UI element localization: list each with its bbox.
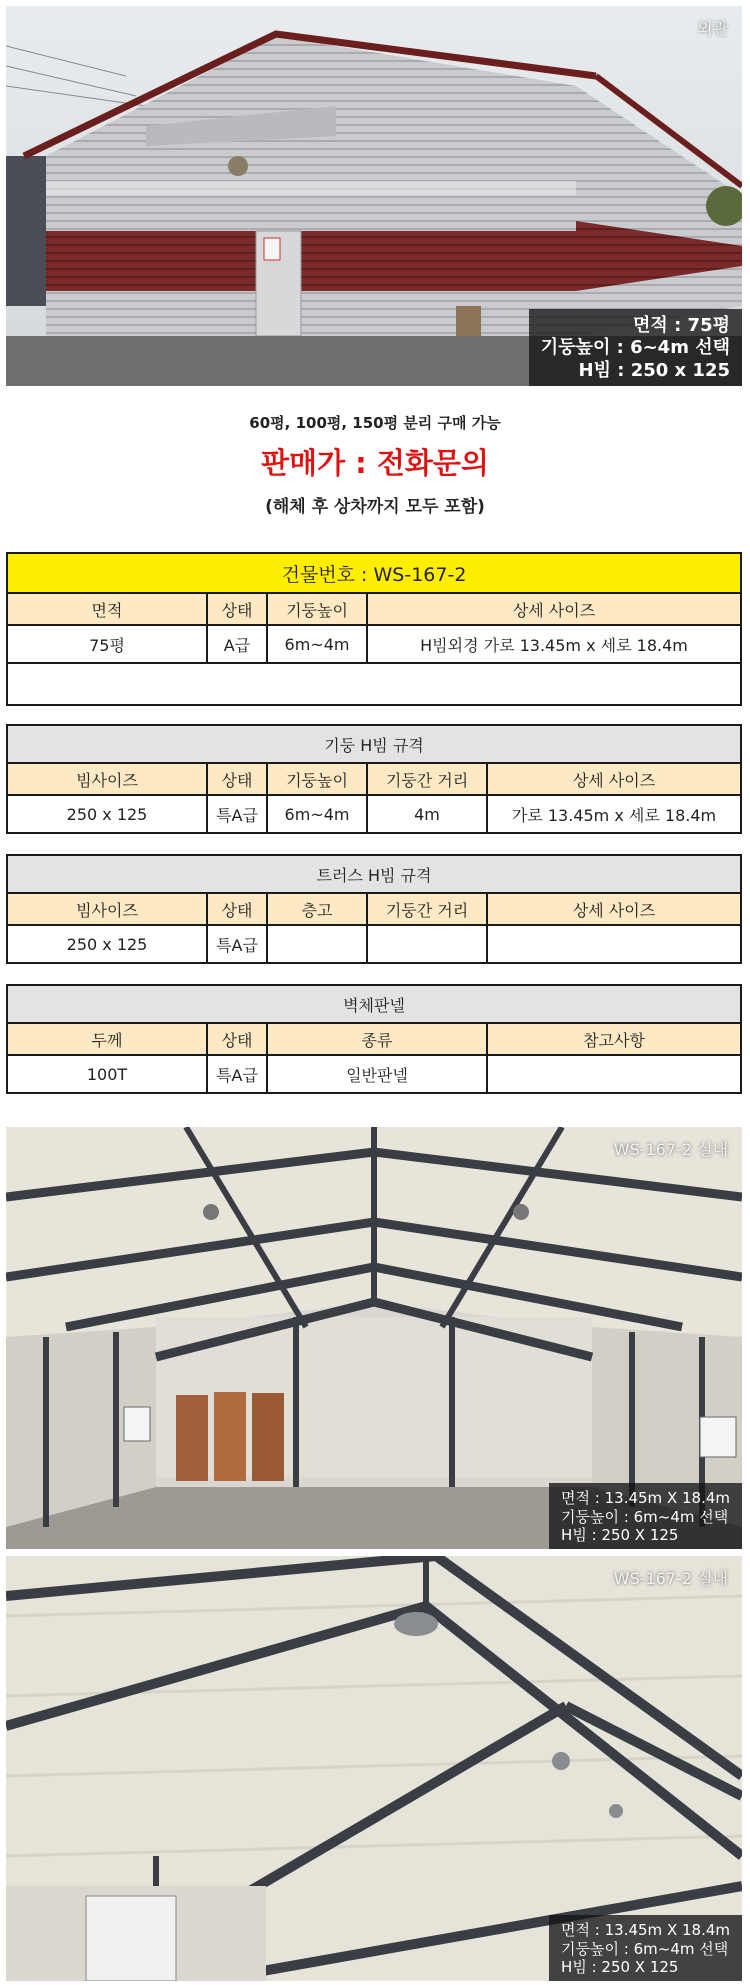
interior-photo-2 bbox=[6, 1556, 742, 1981]
exterior-corner-label: 외관 bbox=[697, 19, 728, 38]
interior-1-spec-hbeam: H빔 : 250 X 125 bbox=[561, 1526, 679, 1545]
table-cell: 특A급 bbox=[207, 1055, 267, 1093]
intro-price: 판매가 : 전화문의 bbox=[261, 446, 489, 480]
interior-2-spec-area: 면적 : 13.45m X 18.4m bbox=[561, 1920, 730, 1939]
table-cell: A급 bbox=[207, 625, 267, 663]
table-cell: 가로 13.45m x 세로 18.4m bbox=[487, 795, 741, 833]
interior-photo-1 bbox=[6, 1127, 742, 1549]
interior-1-spec-area: 면적 : 13.45m X 18.4m bbox=[561, 1488, 730, 1507]
truss-hbeam-table bbox=[6, 854, 742, 964]
table-header-cell: 상태 bbox=[207, 1023, 267, 1055]
table-cell bbox=[367, 925, 487, 963]
table-header-cell: 층고 bbox=[267, 893, 367, 925]
table-header-cell: 빔사이즈 bbox=[7, 893, 207, 925]
building-info-table bbox=[6, 552, 742, 706]
column-hbeam-table bbox=[6, 724, 742, 834]
table-empty-row bbox=[7, 663, 741, 705]
wall-panel-title: 벽체판넬 bbox=[7, 985, 741, 1023]
interior-1-caption: WS-167-2 실내 bbox=[613, 1140, 728, 1159]
table-header-cell: 상세 사이즈 bbox=[367, 593, 741, 625]
exterior-spec-area: 면적 : 75평 bbox=[633, 314, 730, 336]
table-cell: 일반판넬 bbox=[267, 1055, 487, 1093]
table-cell: 6m~4m bbox=[267, 795, 367, 833]
exterior-spec-height: 기둥높이 : 6~4m 선택 bbox=[540, 337, 730, 358]
intro-included-note: (해체 후 상차까지 모두 포함) bbox=[265, 497, 485, 517]
interior-2-spec-hbeam: H빔 : 250 X 125 bbox=[561, 1958, 679, 1977]
table-cell: 특A급 bbox=[207, 795, 267, 833]
table-header-cell: 참고사항 bbox=[487, 1023, 741, 1055]
table-header-cell: 면적 bbox=[7, 593, 207, 625]
table-header-cell: 기둥간 거리 bbox=[367, 893, 487, 925]
table-cell: 75평 bbox=[7, 625, 207, 663]
table-cell: H빔외경 가로 13.45m x 세로 18.4m bbox=[367, 625, 741, 663]
table-header-cell: 상태 bbox=[207, 593, 267, 625]
truss-hbeam-title: 트러스 H빔 규격 bbox=[7, 855, 741, 893]
interior-1-spec-box bbox=[549, 1483, 742, 1549]
interior-2-caption: WS-167-2 실내 bbox=[613, 1569, 728, 1588]
table-header-cell: 상태 bbox=[207, 763, 267, 795]
table-header-cell: 빔사이즈 bbox=[7, 763, 207, 795]
exterior-spec-box bbox=[529, 309, 742, 387]
table-header-cell: 상세 사이즈 bbox=[487, 763, 741, 795]
table-header-cell: 상태 bbox=[207, 893, 267, 925]
table-cell: 250 x 125 bbox=[7, 925, 207, 963]
table-cell: 100T bbox=[7, 1055, 207, 1093]
table-cell bbox=[267, 925, 367, 963]
intro-split-purchase: 60평, 100평, 150평 분리 구매 가능 bbox=[249, 414, 501, 432]
building-number-title: 건물번호 : WS-167-2 bbox=[7, 553, 741, 593]
table-cell bbox=[487, 925, 741, 963]
exterior-photo bbox=[6, 6, 742, 386]
exterior-spec-hbeam: H빔 : 250 x 125 bbox=[578, 359, 730, 381]
interior-1-spec-height: 기둥높이 : 6m~4m 선택 bbox=[561, 1507, 729, 1526]
table-header-cell: 기둥높이 bbox=[267, 593, 367, 625]
table-cell: 250 x 125 bbox=[7, 795, 207, 833]
table-header-cell: 기둥높이 bbox=[267, 763, 367, 795]
interior-2-spec-box bbox=[549, 1915, 742, 1981]
table-cell: 특A급 bbox=[207, 925, 267, 963]
wall-panel-table bbox=[6, 984, 742, 1094]
table-header-cell: 종류 bbox=[267, 1023, 487, 1055]
interior-2-spec-height: 기둥높이 : 6m~4m 선택 bbox=[561, 1939, 729, 1958]
column-hbeam-title: 기둥 H빔 규격 bbox=[7, 725, 741, 763]
table-cell: 4m bbox=[367, 795, 487, 833]
table-header-cell: 두께 bbox=[7, 1023, 207, 1055]
table-cell bbox=[487, 1055, 741, 1093]
table-cell: 6m~4m bbox=[267, 625, 367, 663]
table-header-cell: 상세 사이즈 bbox=[487, 893, 741, 925]
intro-section bbox=[0, 412, 750, 517]
table-header-cell: 기둥간 거리 bbox=[367, 763, 487, 795]
